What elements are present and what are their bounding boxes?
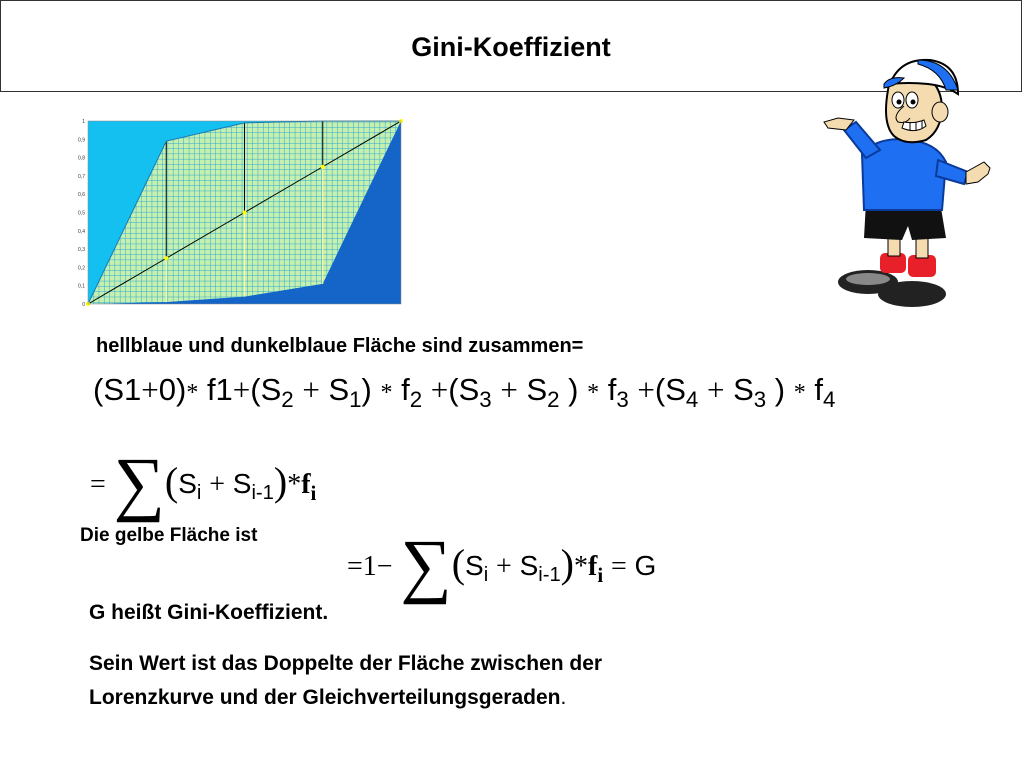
formula-op: + xyxy=(430,372,449,407)
sigma-symbol: ∑ xyxy=(113,443,165,523)
formula-sub: 3 xyxy=(616,387,629,413)
formula-op: = xyxy=(347,551,363,582)
formula-op: + xyxy=(141,372,159,407)
formula-op: * xyxy=(287,469,302,500)
formula-op: * xyxy=(793,380,806,406)
plot-area xyxy=(86,119,403,306)
formula-sub: 3 xyxy=(753,387,767,413)
sigma-symbol: ∑ xyxy=(400,525,452,605)
formula-op: + xyxy=(209,469,225,500)
formula-op: + xyxy=(706,372,725,407)
formula-term: S xyxy=(733,372,754,407)
formula-term: (S xyxy=(250,372,282,407)
cartoon-boy-image xyxy=(818,50,998,315)
y-tick-label: 0,1 xyxy=(78,283,85,290)
formula-sub: 1 xyxy=(349,387,362,413)
lorenz-chart xyxy=(78,117,408,309)
formula-op: * xyxy=(573,551,588,582)
y-tick-label: 0,5 xyxy=(78,210,85,217)
formula-paren: ) xyxy=(560,541,574,586)
formula-op: * xyxy=(380,380,393,406)
formula-op: * xyxy=(186,380,199,406)
formula-sub: 2 xyxy=(409,387,423,413)
formula-sub: 2 xyxy=(281,387,294,413)
formula-sub: 4 xyxy=(823,387,836,413)
y-tick-labels xyxy=(78,119,85,308)
y-tick-label: 0,3 xyxy=(78,247,85,254)
formula-term: S xyxy=(232,468,252,499)
formula-term: S xyxy=(526,372,548,407)
formula-term: 1 xyxy=(362,551,377,582)
formula-sub: i xyxy=(196,482,202,505)
formula-term: (S xyxy=(448,372,480,407)
sum-expansion-formula xyxy=(93,372,836,413)
y-tick-label: 0,6 xyxy=(78,192,85,199)
sein-text-line1: Sein Wert ist das Doppelte der Fläche zwischen der xyxy=(89,652,603,675)
equality-point xyxy=(243,211,247,215)
formula-term: f xyxy=(607,372,617,407)
formula-sub: 3 xyxy=(479,387,492,413)
formula-term: f1 xyxy=(206,372,233,407)
formula-op: = xyxy=(610,551,627,582)
y-tick-label: 0,4 xyxy=(78,228,85,235)
equality-point xyxy=(164,256,168,260)
formula-term: 0) xyxy=(158,372,187,407)
formula-sub: i-1 xyxy=(538,564,561,587)
page-title: Gini-Koeffizient xyxy=(411,32,611,62)
formula-term: f xyxy=(814,372,823,407)
y-tick-label: 0,8 xyxy=(78,155,85,162)
formula-f: $f_i$ xyxy=(587,551,604,587)
formula-term: G xyxy=(634,550,657,581)
formula-op: * xyxy=(587,380,600,406)
formula-paren: ( xyxy=(451,541,466,586)
formula-term: ) xyxy=(361,372,372,407)
formula-term: ) xyxy=(568,372,579,407)
y-tick-label: 0,9 xyxy=(78,137,85,144)
gini-formula xyxy=(347,510,657,605)
formula-term: S xyxy=(328,372,350,407)
formula-term: S xyxy=(178,468,197,499)
formula-term: ) xyxy=(774,372,786,407)
formula-op: = xyxy=(90,469,106,500)
sein-text-period: . xyxy=(560,686,567,709)
equality-point xyxy=(321,165,325,169)
y-tick-label: 0,7 xyxy=(78,173,85,180)
formula-sub: i-1 xyxy=(251,482,274,505)
formula-sub: 2 xyxy=(547,387,560,413)
formula-op: + xyxy=(302,372,320,407)
sein-text-line2-main: Lorenzkurve und der Gleichverteilungsgeraden xyxy=(89,686,561,709)
formula-paren: ( xyxy=(164,459,179,504)
y-tick-label: 0 xyxy=(82,302,85,308)
formula-term: S xyxy=(465,550,484,581)
formula-term: S xyxy=(519,550,539,581)
sum-formula xyxy=(90,428,317,523)
formula-paren: ) xyxy=(273,459,288,504)
formula-term: (S xyxy=(654,372,686,407)
formula-f: $f_i$ xyxy=(301,469,317,505)
formula-op: + xyxy=(495,551,512,582)
y-tick-label: 0,2 xyxy=(78,265,85,272)
sein-text-line2 xyxy=(89,686,566,710)
y-tick-label: 1 xyxy=(82,119,85,125)
formula-op: − xyxy=(376,551,393,582)
formula-term: f xyxy=(401,372,410,407)
gelbe-label: Die gelbe Fläche ist xyxy=(80,525,258,546)
formula-op: + xyxy=(637,372,655,407)
formula-term: (S1 xyxy=(93,372,142,407)
formula-op: + xyxy=(500,372,518,407)
formula-sub: i xyxy=(483,564,489,587)
intro-text: hellblaue und dunkelblaue Fläche sind zusammen= xyxy=(96,335,584,357)
g-definition-text: G heißt Gini-Koeffizient. xyxy=(89,601,329,624)
formula-op: + xyxy=(232,372,251,407)
formula-sub: 4 xyxy=(685,387,699,413)
